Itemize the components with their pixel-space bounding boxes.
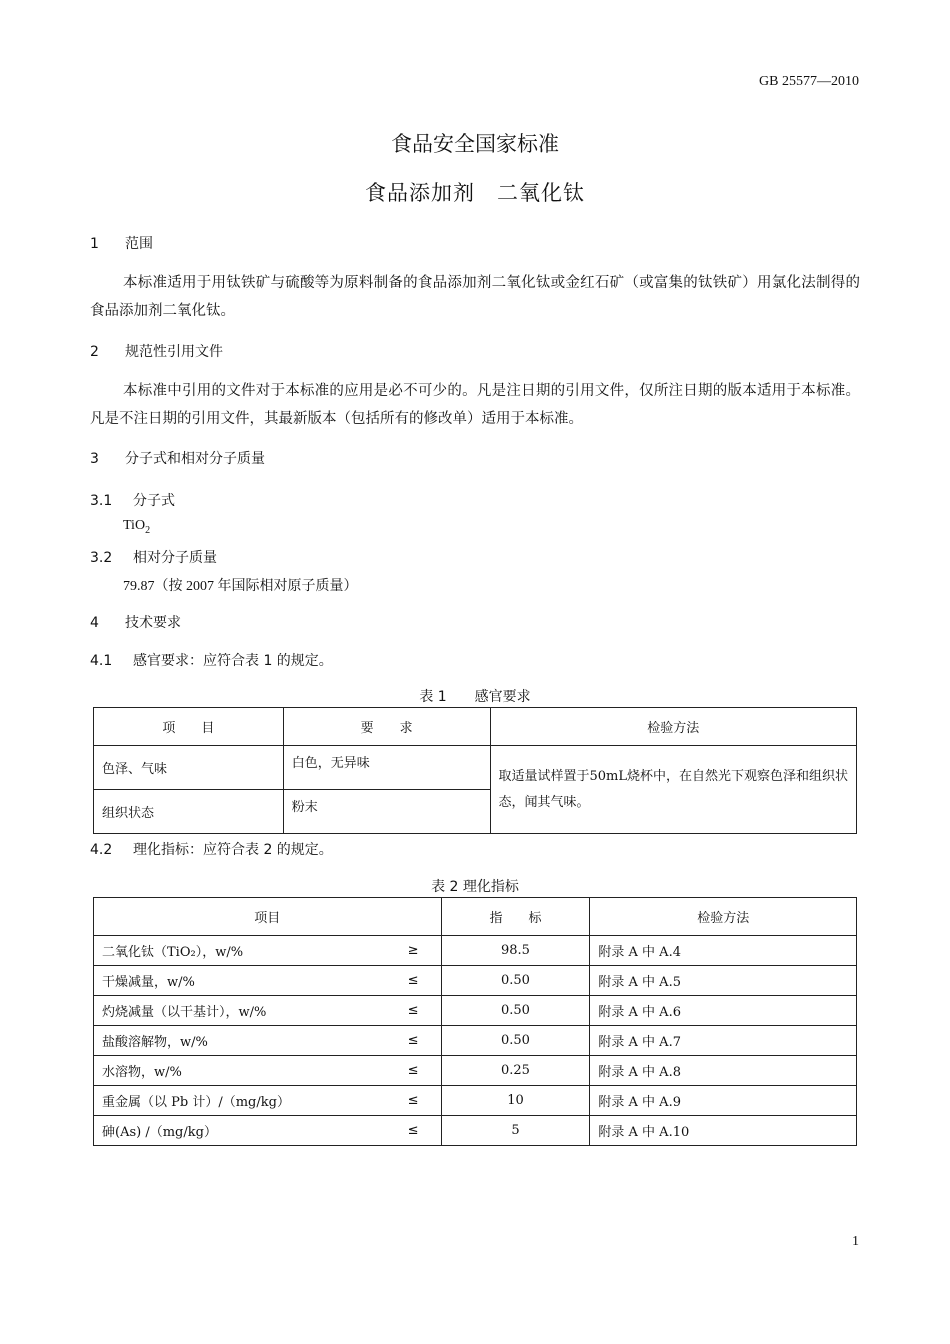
molecular-weight: 79.87（按 2007 年国际相对原子质量）	[123, 579, 358, 594]
index-value-cell: 0.50	[441, 996, 590, 1026]
index-value-cell: 98.5	[441, 936, 590, 966]
item-name-cell: 砷(As) /（mg/kg）	[94, 1116, 394, 1146]
comparison-operator-cell: ≤	[393, 1026, 441, 1056]
comparison-operator-cell: ≤	[393, 1116, 441, 1146]
table-row	[94, 1116, 857, 1146]
comparison-operator-cell: ≤	[393, 966, 441, 996]
index-value-cell: 10	[441, 1086, 590, 1116]
table-1-caption: 表 1 感官要求	[419, 689, 531, 705]
section-number: 1	[90, 236, 99, 252]
section-number: 3	[90, 451, 99, 467]
section-number: 3.2	[90, 550, 113, 566]
comparison-operator-cell: ≤	[393, 1056, 441, 1086]
table-row	[94, 746, 857, 790]
section-title: 相对分子质量	[133, 550, 217, 566]
index-value-cell: 0.50	[441, 966, 590, 996]
section-title: 分子式和相对分子质量	[125, 451, 265, 467]
table-row	[94, 936, 857, 966]
requirement-cell: 粉末	[283, 790, 490, 834]
test-method-cell: 附录 A 中 A.4	[590, 936, 857, 966]
section-title: 感官要求：应符合表 1 的规定。	[133, 653, 333, 669]
section-3-heading	[90, 448, 265, 468]
section-1-heading	[90, 233, 153, 253]
table-row	[94, 966, 857, 996]
header-cell: 检验方法	[590, 898, 857, 936]
test-method-cell: 附录 A 中 A.5	[590, 966, 857, 996]
table-row	[94, 1086, 857, 1116]
comparison-operator-cell: ≤	[393, 1086, 441, 1116]
table-row	[94, 1026, 857, 1056]
index-value-cell: 5	[441, 1116, 590, 1146]
index-value-cell: 0.50	[441, 1026, 590, 1056]
section-3-1-heading	[90, 490, 175, 510]
table-header-row	[94, 898, 857, 936]
page-number: 1	[852, 1234, 859, 1249]
header-cell: 要 求	[283, 708, 490, 746]
molecular-formula	[123, 518, 150, 536]
test-method-cell: 附录 A 中 A.10	[590, 1116, 857, 1146]
item-cell: 色泽、气味	[94, 746, 284, 790]
item-name-cell: 盐酸溶解物，w/%	[94, 1026, 394, 1056]
section-title: 理化指标：应符合表 2 的规定。	[133, 842, 333, 858]
item-name-cell: 灼烧减量（以干基计），w/%	[94, 996, 394, 1026]
standard-number: GB 25577—2010	[759, 74, 859, 89]
section-number: 4.2	[90, 842, 113, 858]
header-cell: 检验方法	[490, 708, 857, 746]
section-4-1-heading	[90, 650, 333, 670]
item-name-cell: 重金属（以 Pb 计）/（mg/kg）	[94, 1086, 394, 1116]
requirement-cell: 白色，无异味	[283, 746, 490, 790]
formula-main: TiO	[123, 518, 146, 533]
header-cell: 项目	[94, 898, 442, 936]
document-title: 食品安全国家标准	[391, 132, 559, 156]
section-title: 分子式	[133, 493, 175, 509]
section-2-heading	[90, 341, 223, 361]
index-value-cell: 0.25	[441, 1056, 590, 1086]
section-number: 4	[90, 615, 99, 631]
test-method-cell: 附录 A 中 A.6	[590, 996, 857, 1026]
table-header-row	[94, 708, 857, 746]
sensory-requirements-table	[93, 707, 857, 834]
table-row	[94, 996, 857, 1026]
test-method-cell: 附录 A 中 A.8	[590, 1056, 857, 1086]
section-title: 规范性引用文件	[125, 344, 223, 360]
header-cell: 项 目	[94, 708, 284, 746]
section-title: 范围	[125, 236, 153, 252]
formula-subscript: 2	[145, 524, 151, 536]
section-1-text: 本标准适用于用钛铁矿与硫酸等为原料制备的食品添加剂二氧化钛或金红石矿（或富集的钛铁矿）用氯化法制得的食品添加剂二氧化钛。	[90, 275, 860, 319]
test-method-cell: 附录 A 中 A.7	[590, 1026, 857, 1056]
test-method-cell: 附录 A 中 A.9	[590, 1086, 857, 1116]
header-cell: 指 标	[441, 898, 590, 936]
item-name-cell: 水溶物，w/%	[94, 1056, 394, 1086]
item-cell: 组织状态	[94, 790, 284, 834]
document-subtitle: 食品添加剂 二氧化钛	[365, 181, 585, 205]
item-name-cell: 二氧化钛（TiO₂），w/%	[94, 936, 394, 966]
section-title: 技术要求	[125, 615, 181, 631]
section-number: 2	[90, 344, 99, 360]
section-3-2-heading	[90, 547, 217, 567]
section-4-heading	[90, 612, 181, 632]
table-2-caption: 表 2 理化指标	[431, 879, 519, 895]
physicochemical-indices-table	[93, 897, 857, 1146]
section-2-text: 本标准中引用的文件对于本标准的应用是必不可少的。凡是注日期的引用文件，仅所注日期的版本适用于本标准。凡是不注日期的引用文件，其最新版本（包括所有的修改单）适用于本标准。	[90, 383, 860, 427]
table-row	[94, 1056, 857, 1086]
item-name-cell: 干燥减量，w/%	[94, 966, 394, 996]
section-4-2-heading	[90, 839, 333, 859]
section-number: 4.1	[90, 653, 113, 669]
section-number: 3.1	[90, 493, 113, 509]
comparison-operator-cell: ≥	[393, 936, 441, 966]
comparison-operator-cell: ≤	[393, 996, 441, 1026]
method-cell: 取适量试样置于50mL烧杯中，在自然光下观察色泽和组织状态，闻其气味。	[490, 746, 857, 834]
